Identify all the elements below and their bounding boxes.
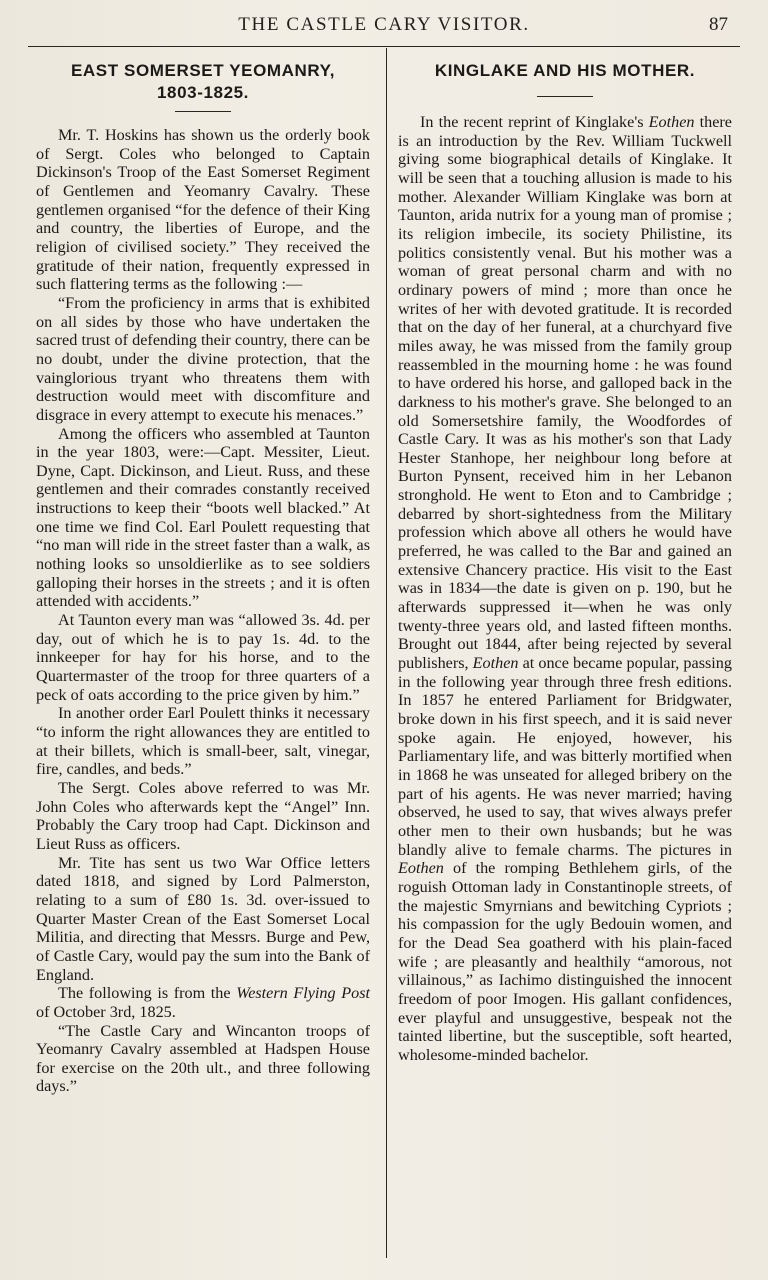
newspaper-title: Western Flying Post xyxy=(236,984,371,1003)
page-number: 87 xyxy=(709,14,728,35)
text-run: of the romping Bethlehem girls, of the roguish Ottoman lady in Constantinople streets, of the majestic Smyrnians and bewitching Cypriots ; his compassion for the ugly Bedouin women, and for the Dead Sea goatherd with his plain-faced wife ; are pleasantly and healthily “amorous, not villainous,” as Iachimo distinguished the innocent freedom of poor Imogen. His gallant confidences, ever playful and unsuggestive, bespeak not the tainted libertine, but the susceptible, soft hearted, wholesome-minded bachelor. xyxy=(398,859,732,1064)
paragraph: “From the proficiency in arms that is exhibited on all sides by those who have undertaken the sacred trust of defending their country, there can be no doubt, under the divine protection, that the vainglorious tryant who threatens them with destruction would meet with discomfiture and disgrace in every attempt to execute his menaces.” xyxy=(36,293,370,424)
paragraph xyxy=(36,984,370,1021)
paragraph: In another order Earl Poulett thinks it necessary “to inform the right allowances they are entitled to at their billets, which is small-beer, salt, vinegar, fire, candles, and beds.” xyxy=(36,704,370,779)
right-column xyxy=(398,60,732,1064)
column-divider xyxy=(386,48,387,1258)
text-run: at once became popular, passing in the following year through three fresh editions. In 1857 he entered Parliament for Bridgwater, broke down in his first speech, and it is said never spoke again. He enjoyed, however, his Parliamentary life, and was bitterly mortified when in 1868 he was unseated for alleged bribery on the part of his agents. He was never married; having observed, he used to say, that wives always prefer other men to their own husbands; but he was blandly alive to female charms. The pictures in xyxy=(398,654,732,859)
text-run: there is an introduction by the Rev. William Tuckwell giving some biographical details of Kinglake. It will be seen that a touching allusion is made to his mother. Alexander William Kinglake was born at Taunton, arida nutrix for a young man of promise ; its religion imbecile, its society Philistine, its politics consistently venal. But his mother was a woman of great personal charm and with no ordinary powers of mind ; more than once he writes of her with devoted gratitude. It is recorded that on the day of her funeral, at a churchyard five miles away, he was missed from the family group reassembled in the mourning home : he was found to have ordered his horse, and galloped back in the darkness to his mother's grave. She belonged to an old Somersetshire family, the Woodfordes of Castle Cary. It was as his mother's son that Lady Hester Stanhope, her neighbour long before at Burton Pynsent, received him in her Lebanon stronghold. He went to Eton and to Cambridge ; debarred by short-sightedness from the Military profession which above all others he would have preferred, he was called to the Bar and gained an extensive Chancery practice. His visit to the East was in 1834—the date is given on p. 190, but he afterwards suppressed it—when he was only twenty-three years old, and lasted fifteen months. Brought out 1844, after being rejected by several publishers, xyxy=(398,113,732,673)
left-article-title xyxy=(36,60,370,104)
left-title-line1: EAST SOMERSET YEOMANRY, xyxy=(70,61,336,80)
book-title: Eothen xyxy=(398,859,444,878)
book-title: Eothen xyxy=(648,113,695,131)
left-title-rule xyxy=(175,111,231,112)
left-title-line2: 1803-1825. xyxy=(156,83,250,102)
paragraph: Mr. T. Hoskins has shown us the orderly book of Sergt. Coles who belonged to Captain Dickinson's Troop of the East Somerset Regiment of Gentlemen and Yeomanry Cavalry. These gentlemen organised “for the defence of their King and country, the liberties of Europe, and the religion of civilised society.” They received the gratitude of their nation, frequently expressed in such flattering terms as the following :— xyxy=(36,126,370,294)
paragraph: “The Castle Cary and Wincanton troops of Yeomanry Cavalry assembled at Hadspen House for exercise on the 20th ult., and three following days.” xyxy=(36,1021,370,1096)
left-article-body xyxy=(36,126,370,1096)
text-run: of October 3rd, 1825. xyxy=(36,1002,176,1021)
left-column xyxy=(36,60,370,1096)
running-title: THE CASTLE CARY VISITOR. xyxy=(238,14,530,35)
book-title: Eothen xyxy=(472,654,519,673)
running-head xyxy=(0,8,768,40)
right-article-body xyxy=(398,113,732,1064)
paragraph: The Sergt. Coles above referred to was Mr. John Coles who afterwards kept the “Angel” Inn. Probably the Cary troop had Capt. Dickinson and Lieut Russ as officers. xyxy=(36,778,370,853)
paragraph: Mr. Tite has sent us two War Office letters dated 1818, and signed by Lord Palmerston, relating to a sum of £80 1s. 3d. over-issued to Quarter Master Crean of the East Somerset Local Militia, and directing that Messrs. Burge and Pew, of Castle Cary, would pay the sum into the Bank of England. xyxy=(36,853,370,984)
text-run: In the recent reprint of Kinglake's xyxy=(420,113,649,131)
paragraph: At Taunton every man was “allowed 3s. 4d. per day, out of which he is to pay 1s. 4d. to the innkeeper for hay for his horse, and to the Quartermaster of the troop for three quarters of a peck of oats according to the price given by him.” xyxy=(36,611,370,704)
right-title-rule xyxy=(537,96,593,97)
header-rule xyxy=(28,46,740,47)
paragraph: Among the officers who assembled at Taunton in the year 1803, were:—Capt. Messiter, Lieut. Dyne, Capt. Dickinson, and Lieut. Russ, and these gentlemen and their comrades constantly received instructions to keep their “boots well blacked.” At one time we find Col. Earl Poulett requesting that “no man will ride in the street faster than a walk, as nothing looks so unsoldierlike as to see soldiers galloping their horses in the streets ; and it is often attended with accidents.” xyxy=(36,424,370,611)
right-article-title: KINGLAKE AND HIS MOTHER. xyxy=(434,61,696,80)
text-run: The following is from the xyxy=(58,984,237,1003)
paragraph xyxy=(398,113,732,1064)
